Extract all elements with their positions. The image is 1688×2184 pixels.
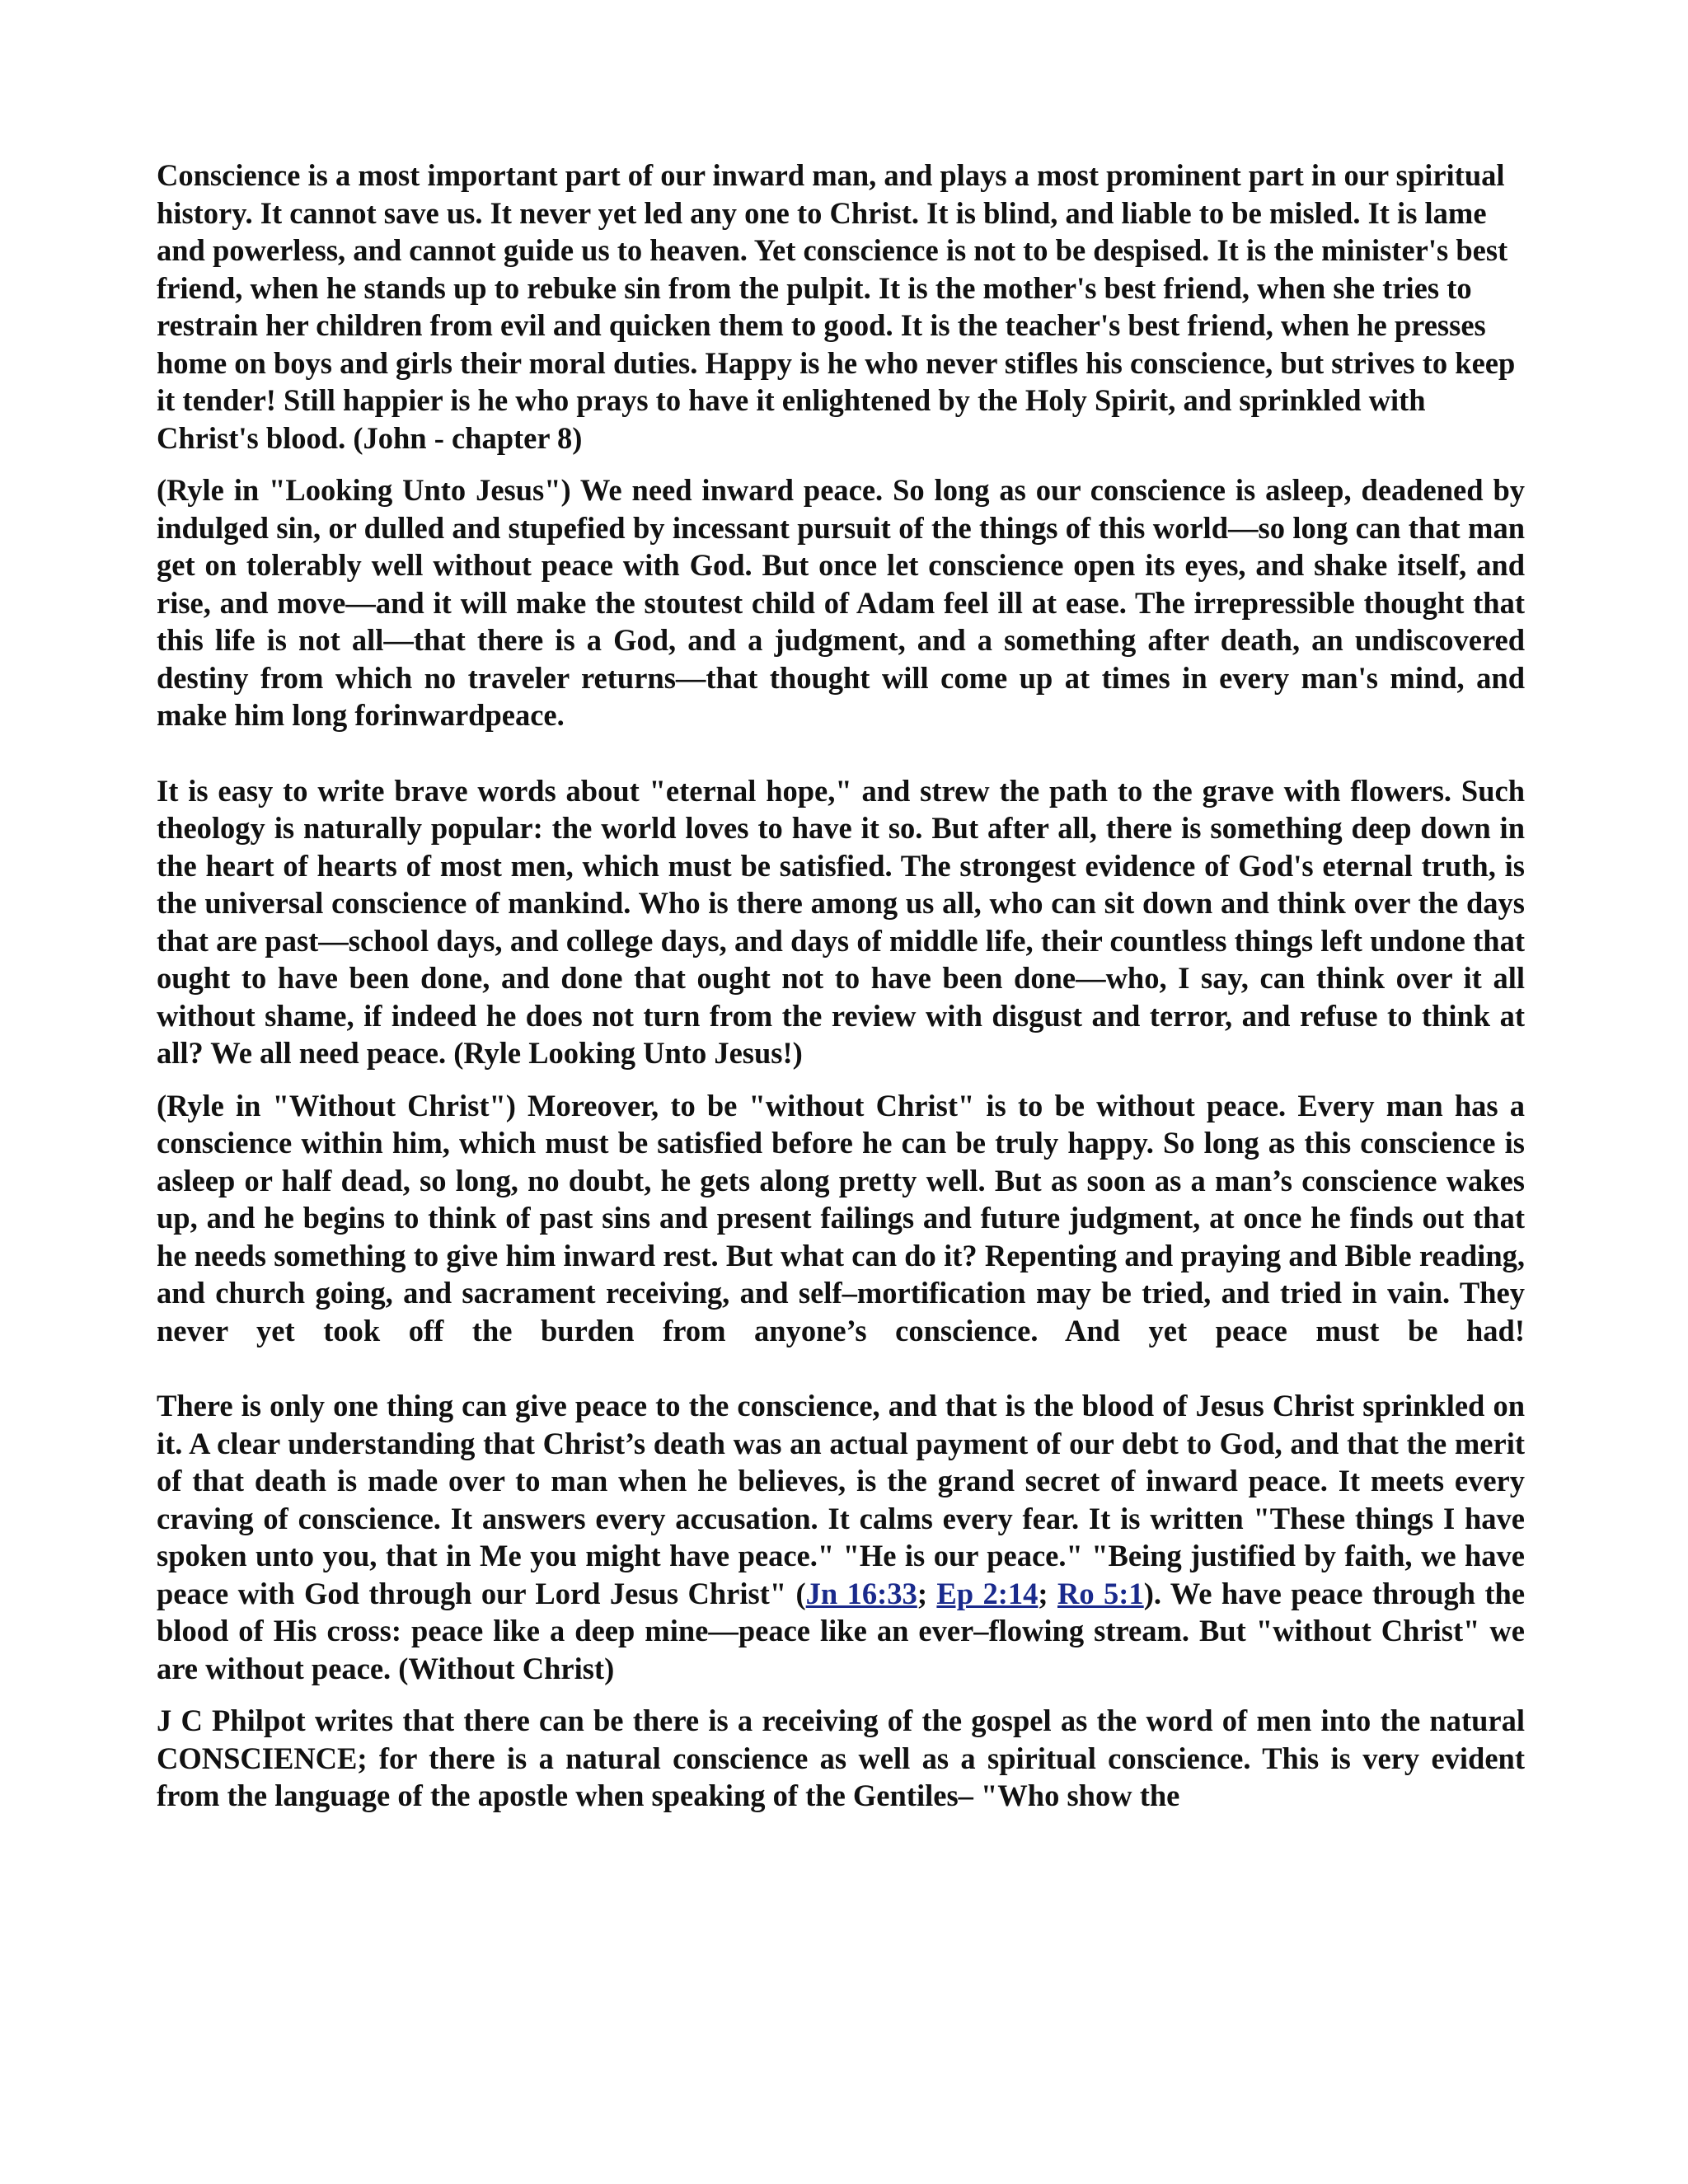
paragraph-philpot: J C Philpot writes that there can be there is a receiving of the gospel as the word of men into the natural CONSCIENCE; for there is a natural conscience as well as a spiritual conscience. This is very evident from the language of the apostle when speaking of the Gentiles– "Who show the [157,1704,1525,1812]
paragraph-peace-text-after: ). We have peace through the blood of His cross: peace like a deep mine—peace like an ever–flowing stream. But "without Christ" we are without peace. (Without Christ) [157,1576,1526,1685]
paragraph-peace-blood [157,1387,1525,1687]
paragraph-without-christ: (Ryle in "Without Christ") Moreover, to be "without Christ" is to be without peace. Every man has a conscience within him, which must be satisfied before he can be truly happy. So long as this conscience is asleep or half dead, so long, no doubt, he gets along pretty well. But as soon as a man’s conscience wakes up, and he begins to think of past sins and present failings and future judgment, at once he finds out that he needs something to give him inward rest. But what can do it? Repenting and praying and Bible reading, and church going, and sacrament receiving, and self–mortification may be tried, and tried in vain. They never yet took off the burden from anyone’s conscience. And yet peace must be had! [157,1088,1525,1347]
scripture-link-jn-16-33[interactable]: Jn 16:33 [805,1576,917,1610]
paragraph-peace-text-before: There is only one thing can give peace to the conscience, and that is the blood of Jesus Christ sprinkled on it. A clear understanding that Christ’s death was an actual payment of our debt to God, and that the merit of that death is made over to man when he believes, is the grand secret of inward peace. It meets every craving of conscience. It answers every accusation. It calms every fear. It is written "These things I have spoken unto you, that in Me you might have peace." "He is our peace." "Being justified by faith, we have peace with God through our Lord Jesus Christ" ( [157,1389,1525,1610]
document-page [157,157,1525,1815]
paragraph-conscience-intro: Conscience is a most important part of our inward man, and plays a most prominent part in our spiritual history. It cannot save us. It never yet led any one to Christ. It is blind, and liable to be misled. It is lame and powerless, and cannot guide us to heaven. Yet conscience is not to be despised. It is the minister's best friend, when he stands up to rebuke sin from the pulpit. It is the mother's best friend, when she tries to restrain her children from evil and quicken them to good. It is the teacher's best friend, when he presses home on boys and girls their moral duties. Happy is he who never stifles his conscience, but strives to keep it tender! Still happier is he who prays to have it enlightened by the Holy Spirit, and sprinkled with Christ's blood. (John - chapter 8) [157,158,1516,455]
scripture-link-ep-2-14[interactable]: Ep 2:14 [936,1576,1039,1610]
link-separator: ; [1038,1576,1057,1610]
paragraph-looking-unto-jesus: (Ryle in "Looking Unto Jesus") We need inward peace. So long as our conscience is asleep, deadened by indulged sin, or dulled and stupefied by incessant pursuit of the things of this world—so long can that man get on tolerably well without peace with God. But once let conscience open its eyes, and shake itself, and rise, and move—and it will make the stoutest child of Adam feel ill at ease. The irrepressible thought that this life is not all—that there is a God, and a judgment, and a something after death, an undiscovered destiny from which no traveler returns—that thought will come up at times in every man's mind, and make him long forinwardpeace. [157,473,1525,732]
paragraph-eternal-hope: It is easy to write brave words about "eternal hope," and strew the path to the grave with flowers. Such theology is naturally popular: the world loves to have it so. But after all, there is something deep down in the heart of hearts of most men, which must be satisfied. The strongest evidence of God's eternal truth, is the universal conscience of mankind. Who is there among us all, who can sit down and think over the days that are past—school days, and college days, and days of middle life, their countless things left undone that ought to have been done, and done that ought not to have been done—who, I say, can think over it all without shame, if indeed he does not turn from the review with disgust and terror, and refuse to think at all? We all need peace. (Ryle Looking Unto Jesus!) [157,773,1525,1070]
link-separator: ; [917,1576,937,1610]
scripture-link-ro-5-1[interactable]: Ro 5:1 [1057,1576,1144,1610]
